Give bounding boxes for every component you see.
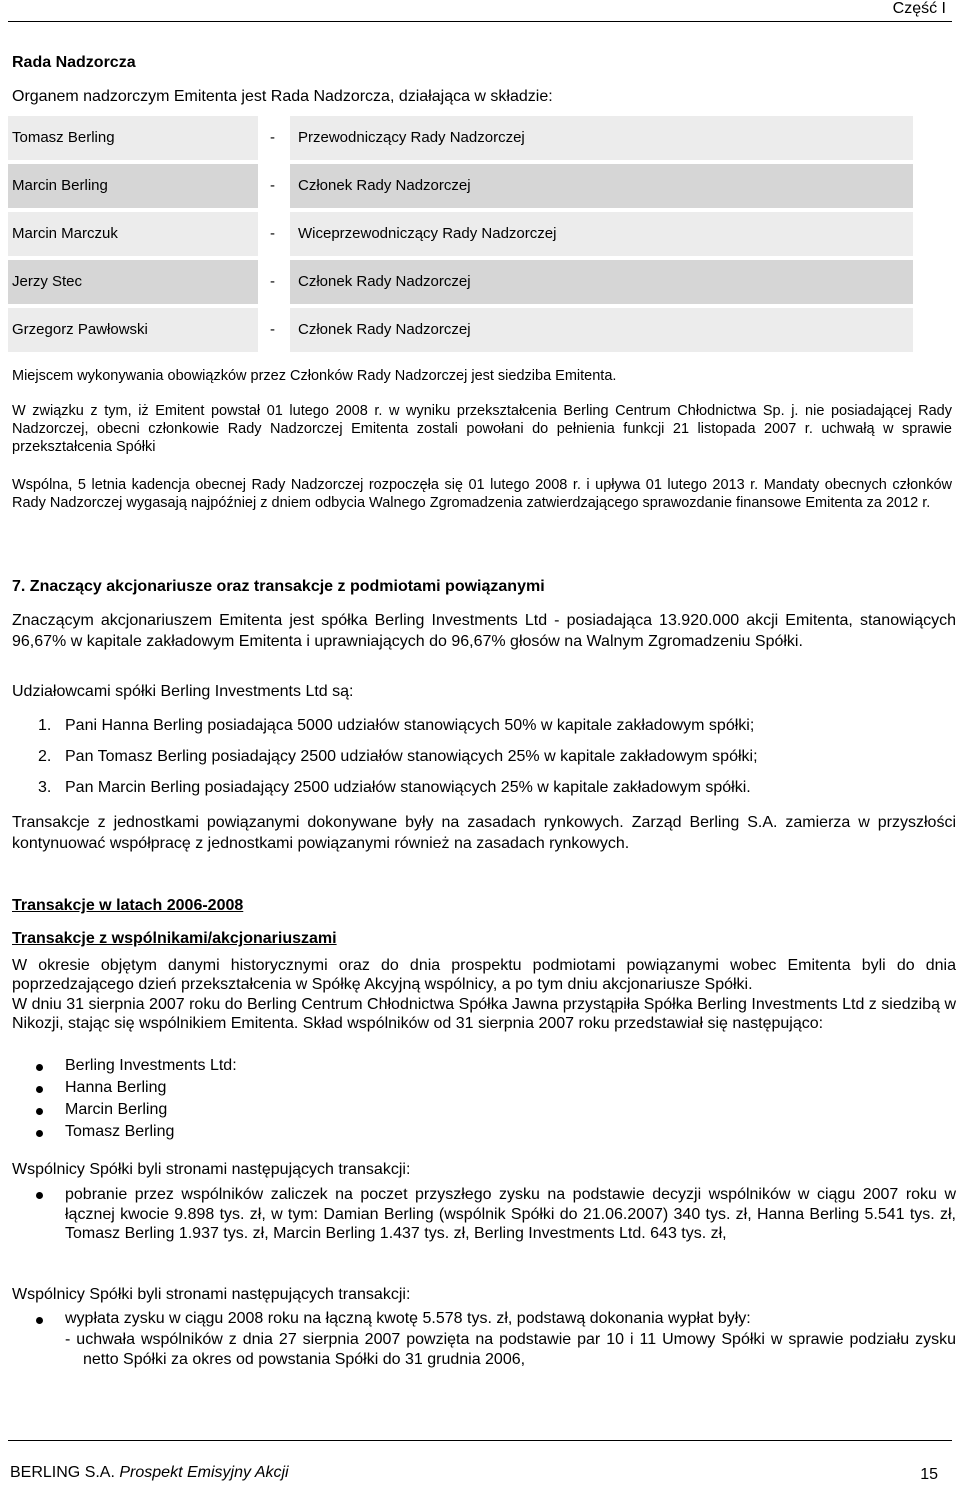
footer-company: BERLING S.A. (10, 1464, 115, 1481)
advance-payments-item: pobranie przez wspólników zaliczek na poczet przyszłego zysku na podstawie decyzji wspólników w ciągu 2007 roku w łącznej kwocie 9.898 tys. zł, w tym: Damian Berling (wspólnik Spółki do 21.06.2007) 340 tys. zł, Hanna Berling 5.541 tys. zł, Tomasz Berling 1.937 tys. zł, Marcin Berling 1.437 tys. zł, Berling Investments Ltd. 643 tys. zł, (65, 1186, 956, 1242)
bullet-icon (36, 1086, 43, 1093)
table-row (8, 164, 913, 212)
member-dash: - (270, 321, 275, 338)
section-label: Część I (892, 0, 946, 17)
list-text: Pan Marcin Berling posiadający 2500 udziałów stanowiących 25% w kapitale zakładowym spółki. (65, 779, 751, 796)
board-appointment-paragraph: W związku z tym, iż Emitent powstał 01 lutego 2008 r. w wyniku przekształcenia Berling Centrum Chłodnictwa Sp. j. nie posiadającej Rady Nadzorczej, obecni członkowie Rady Nadzorczej Emitenta zostali powołani do pełnienia funkcji 21 listopada 2007 r. uchwałą w sprawie przekształcenia Spółki (12, 403, 952, 455)
member-name: Tomasz Berling (8, 116, 258, 160)
footer-document (10, 1464, 289, 1482)
transactions-intro-2: Wspólnicy Spółki byli stronami następujących transakcji: (12, 1286, 411, 1303)
table-row (8, 308, 913, 356)
footer-doc-title: Prospekt Emisyjny Akcji (119, 1464, 289, 1481)
member-dash: - (270, 129, 275, 146)
bullet-icon (36, 1192, 43, 1199)
list-number: 1. (38, 717, 52, 734)
board-seat-paragraph: Miejscem wykonywania obowiązków przez Członków Rady Nadzorczej jest siedziba Emitenta. (12, 368, 617, 384)
member-name: Marcin Marczuk (8, 212, 258, 256)
bullet-icon (36, 1108, 43, 1115)
member-role: Członek Rady Nadzorczej (290, 164, 913, 208)
member-dash: - (270, 273, 275, 290)
related-parties-paragraph: W okresie objętym danymi historycznymi oraz do dnia prospektu podmiotami powiązanymi wobec Emitenta byli do dnia poprzedzającego dzień przekształcenia w Spółkę Akcyjną wspólnicy, a po tym dniu akcjonariusze Spółki. (12, 957, 956, 993)
partners-composition-paragraph: W dniu 31 sierpnia 2007 roku do Berling Centrum Chłodnictwa Spółka Jawna przystąpiła Spółka Berling Investments Ltd z siedzibą w Nikozji, stając się wspólnikiem Emitenta. Skład wspólników od 31 sierpnia 2007 roku przedstawiał się następująco: (12, 996, 956, 1032)
member-name: Marcin Berling (8, 164, 258, 208)
partner-item: Tomasz Berling (65, 1123, 175, 1140)
transactions-heading: Transakcje w latach 2006-2008 (12, 897, 244, 914)
page-number: 15 (920, 1466, 938, 1483)
major-shareholder-paragraph: Znaczącym akcjonariuszem Emitenta jest spółka Berling Investments Ltd - posiadająca 13.920.000 akcji Emitenta, stanowiących 96,67% w kapitale zakładowym Emitenta i uprawniających do 96,67% głosów na Walnym Zgromadzeniu Spółki. (12, 612, 956, 650)
list-text: Pan Tomasz Berling posiadający 2500 udziałów stanowiących 25% w kapitale zakładowym spółki; (65, 748, 758, 765)
member-name: Grzegorz Pawłowski (8, 308, 258, 352)
bullet-icon (36, 1317, 43, 1324)
member-role: Przewodniczący Rady Nadzorczej (290, 116, 913, 160)
partner-item: Hanna Berling (65, 1079, 167, 1096)
list-number: 2. (38, 748, 52, 765)
board-table (8, 116, 913, 356)
member-dash: - (270, 177, 275, 194)
bullet-icon (36, 1130, 43, 1137)
member-name: Jerzy Stec (8, 260, 258, 304)
member-role: Członek Rady Nadzorczej (290, 260, 913, 304)
partner-item: Berling Investments Ltd: (65, 1057, 237, 1074)
board-title: Rada Nadzorcza (12, 54, 136, 71)
shareholders-intro: Udziałowcami spółki Berling Investments Ltd są: (12, 683, 354, 700)
board-term-paragraph: Wspólna, 5 letnia kadencja obecnej Rady Nadzorczej rozpoczęła się 01 lutego 2008 r. i upływa 01 lutego 2013 r. Mandaty obecnych członków Rady Nadzorczej wygasają najpóźniej z dniem odbycia Walnego Zgromadzenia zatwierdzającego sprawozdanie finansowe Emitenta za 2012 r. (12, 477, 952, 511)
table-row (8, 116, 913, 164)
section-7-heading: 7. Znaczący akcjonariusze oraz transakcje z podmiotami powiązanymi (12, 578, 545, 595)
list-number: 3. (38, 779, 52, 796)
table-row (8, 212, 913, 260)
table-row (8, 260, 913, 308)
transactions-intro-1: Wspólnicy Spółki byli stronami następujących transakcji: (12, 1161, 411, 1178)
list-text: Pani Hanna Berling posiadająca 5000 udziałów stanowiących 50% w kapitale zakładowym spółki; (65, 717, 755, 734)
resolution-item: - uchwała wspólników z dnia 27 sierpnia 2007 powzięta na podstawie par 10 i 11 Umowy Spółki w sprawie podziału zysku netto Spółki za okres od powstania Spółki do 31 grudnia 2006, (65, 1331, 956, 1368)
member-role: Członek Rady Nadzorczej (290, 308, 913, 352)
partner-item: Marcin Berling (65, 1101, 168, 1118)
transactions-subheading: Transakcje z wspólnikami/akcjonariuszami (12, 930, 337, 947)
member-dash: - (270, 225, 275, 242)
footer-divider (8, 1440, 952, 1441)
board-intro: Organem nadzorczym Emitenta jest Rada Nadzorcza, działająca w składzie: (12, 88, 553, 105)
bullet-icon (36, 1064, 43, 1071)
profit-payment-item: wypłata zysku w ciągu 2008 roku na łączną kwotę 5.578 tys. zł, podstawą dokonania wypłat były: (65, 1310, 751, 1327)
member-role: Wiceprzewodniczący Rady Nadzorczej (290, 212, 913, 256)
header-divider (8, 21, 952, 22)
related-transactions-paragraph: Transakcje z jednostkami powiązanymi dokonywane były na zasadach rynkowych. Zarząd Berling S.A. zamierza w przyszłości kontynuować współpracę z jednostkami powiązanymi również na zasadach rynkowych. (12, 814, 956, 852)
